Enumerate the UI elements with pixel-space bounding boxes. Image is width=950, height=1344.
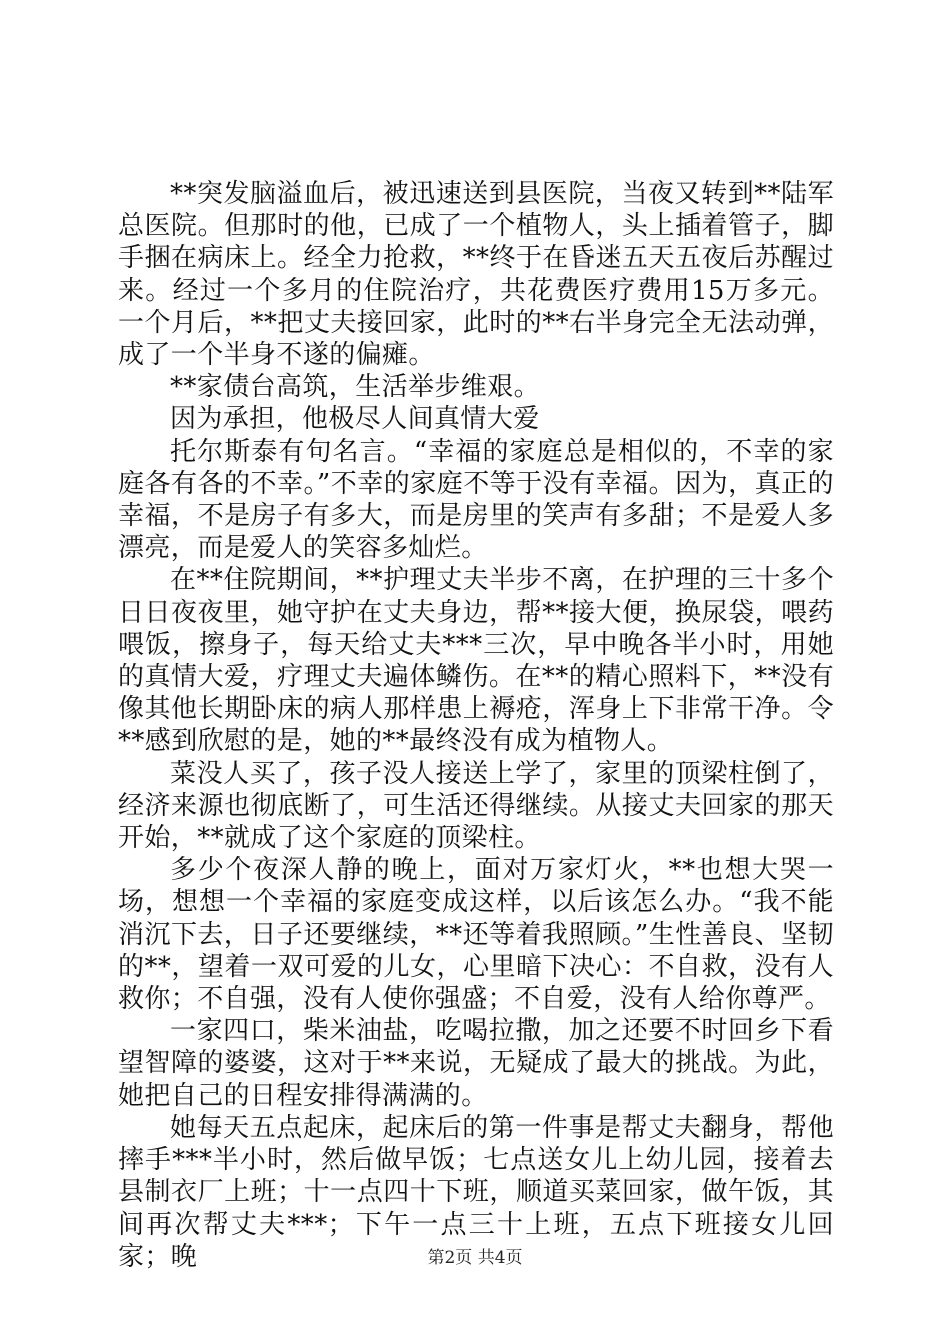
paragraph-3-heading: 因为承担，他极尽人间真情大爱 <box>170 404 540 435</box>
paragraph-2: **家债台高筑，生活举步维艰。 <box>170 372 541 403</box>
page-number-footer: 第2页 共4页 <box>427 1248 523 1268</box>
paragraph-4: 托尔斯泰有句名言。“幸福的家庭总是相似的，不幸的家庭各有各的不幸。”不幸的家庭不等于没有幸福。因为，真正的幸福，不是房子有多大，而是房里的笑声有多甜；不是爱人多漂亮，而是爱人的笑容多灿烂。 <box>118 436 834 564</box>
paragraph-7: 多少个夜深人静的晚上，面对万家灯火，**也想大哭一场，想想一个幸福的家庭变成这样，以后该怎么办。“我不能消沉下去，日子还要继续，**还等着我照顾。”生性善良、坚韧的**，望着一双可爱的儿女，心里暗下决心：不自救，没有人救你；不自强，没有人使你强盛；不自爱，没有人给你尊严。 <box>118 855 834 1015</box>
paragraph-9: 她每天五点起床，起床后的第一件事是帮丈夫翻身，帮他摔手***半小时，然后做早饭；七点送女儿上幼儿园，接着去县制衣厂上班；十一点四十下班，顺道买菜回家，做午饭，其间再次帮丈夫***；下午一点三十上班，五点下班接女儿回家；晚 <box>118 1112 834 1272</box>
document-body <box>118 178 834 1273</box>
paragraph-8: 一家四口，柴米油盐，吃喝拉撒，加之还要不时回乡下看望智障的婆婆，这对于**来说，无疑成了最大的挑战。为此，她把自己的日程安排得满满的。 <box>118 1016 834 1111</box>
paragraph-5: 在**住院期间，**护理丈夫半步不离，在护理的三十多个日日夜夜里，她守护在丈夫身边，帮**接大便，换尿袋，喂药喂饭，擦身子，每天给丈夫***三次，早中晚各半小时，用她的真情大爱，疗理丈夫遍体鳞伤。在**的精心照料下，**没有像其他长期卧床的病人那样患上褥疮，浑身上下非常干净。令**感到欣慰的是，她的**最终没有成为植物人。 <box>118 565 834 757</box>
paragraph-6: 菜没人买了，孩子没人接送上学了，家里的顶梁柱倒了，经济来源也彻底断了，可生活还得继续。从接丈夫回家的那天开始，**就成了这个家庭的顶梁柱。 <box>118 758 834 854</box>
paragraph-1: **突发脑溢血后，被迅速送到县医院，当夜又转到**陆军总医院。但那时的他，已成了一个植物人，头上插着管子，脚手捆在病床上。经全力抢救，**终于在昏迷五天五夜后苏醒过来。经过一个多月的住院治疗，共花费医疗费用15万多元。一个月后，**把丈夫接回家，此时的**右半身完全无法动弹，成了一个半身不遂的偏瘫。 <box>118 179 834 371</box>
